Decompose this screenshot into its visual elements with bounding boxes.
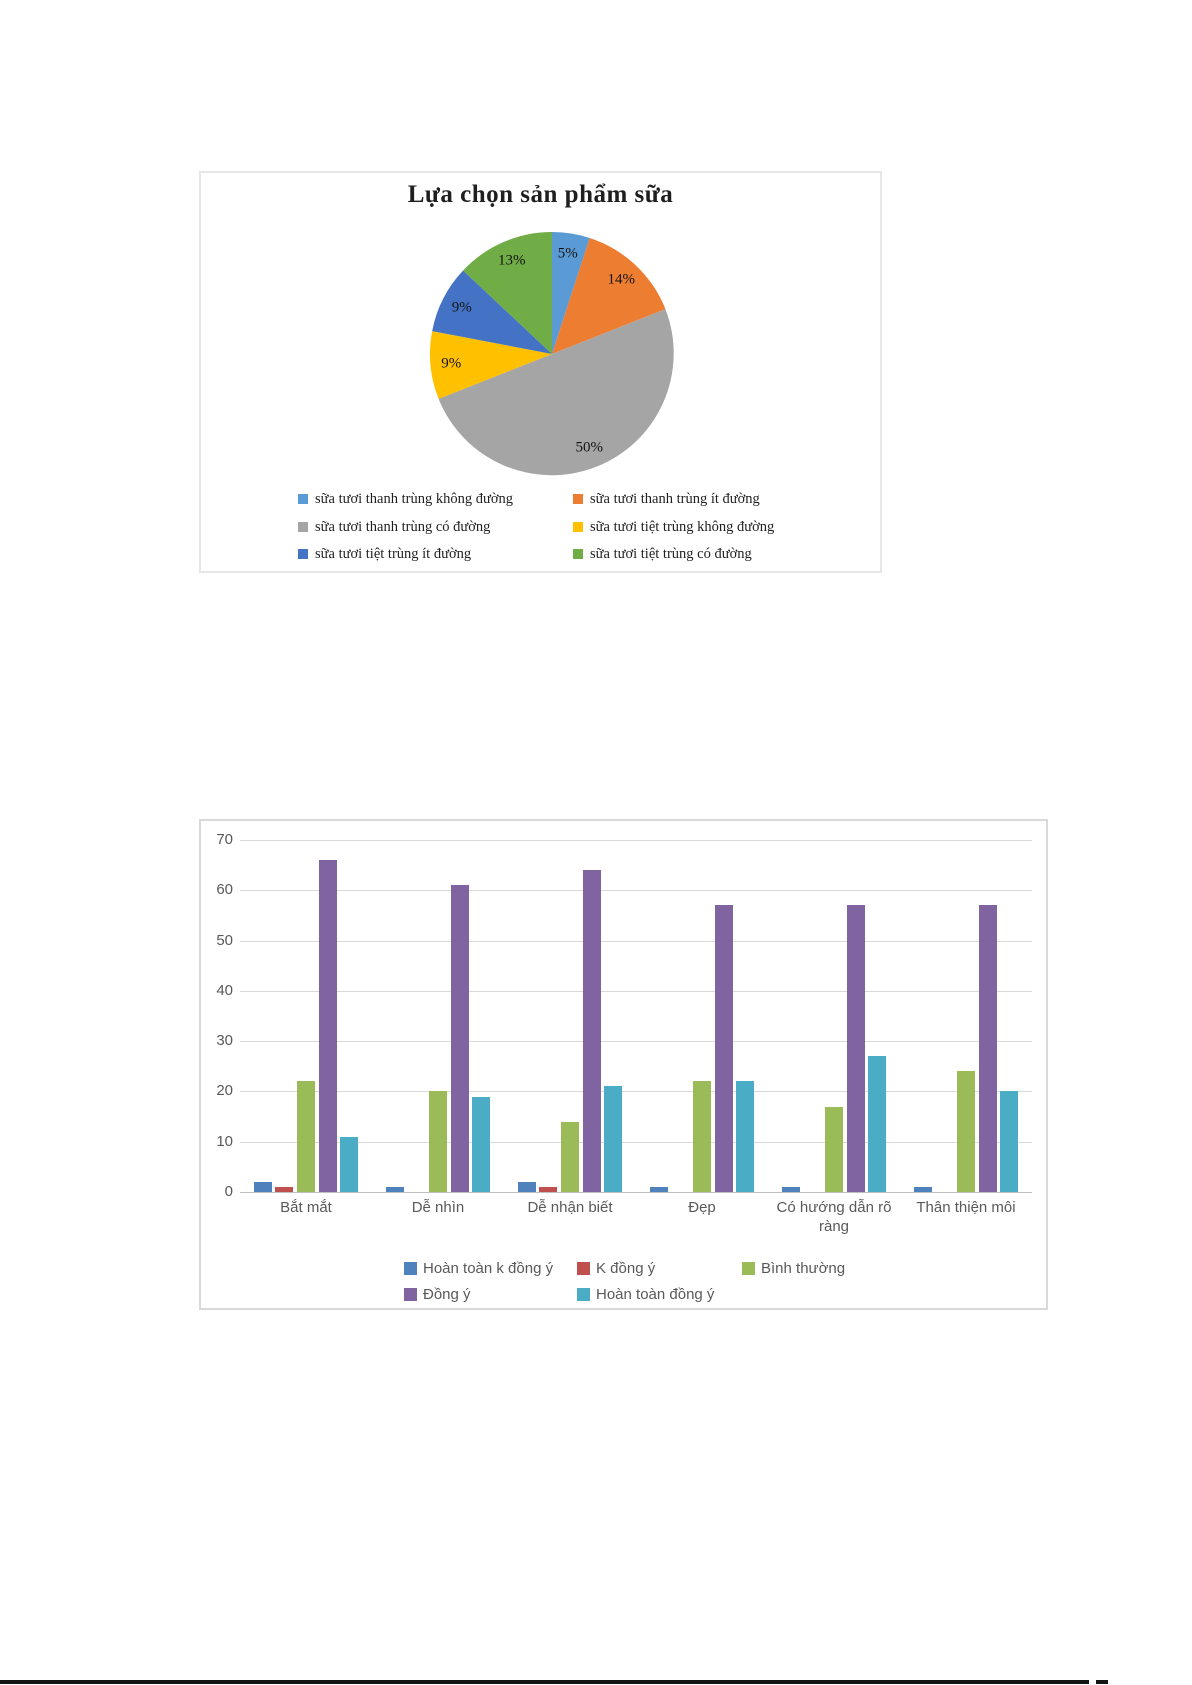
bar bbox=[604, 1086, 622, 1192]
pie-slice-label: 13% bbox=[498, 252, 526, 269]
bar bbox=[693, 1081, 711, 1192]
bar bbox=[451, 885, 469, 1192]
legend-swatch bbox=[577, 1288, 590, 1301]
pie-legend-item bbox=[573, 491, 760, 507]
x-axis-tick-label: Dễ nhìn bbox=[411, 1199, 465, 1216]
bar bbox=[868, 1056, 886, 1192]
y-axis-tick-label: 50 bbox=[216, 931, 233, 949]
pie-legend-item bbox=[573, 519, 774, 535]
bar bbox=[782, 1187, 800, 1192]
bar-legend-item bbox=[404, 1260, 553, 1276]
legend-label: sữa tươi tiệt trùng ít đường bbox=[315, 545, 472, 562]
pie-slice-label: 5% bbox=[557, 245, 578, 262]
legend-label: sữa tươi thanh trùng không đường bbox=[315, 490, 513, 507]
legend-label: sữa tươi thanh trùng có đường bbox=[315, 518, 491, 535]
x-axis-tick-label: Dễ nhận biết bbox=[527, 1199, 613, 1216]
gridline bbox=[240, 941, 1032, 942]
bar bbox=[957, 1071, 975, 1192]
pie-legend-item bbox=[298, 491, 513, 507]
y-axis-tick-label: 0 bbox=[224, 1183, 233, 1200]
bar bbox=[518, 1182, 536, 1192]
bar bbox=[736, 1081, 754, 1192]
bar-legend-item bbox=[577, 1286, 714, 1302]
y-axis-tick-label: 70 bbox=[216, 831, 233, 848]
legend-label: sữa tươi tiệt trùng có đường bbox=[590, 545, 752, 562]
legend-label: K đồng ý bbox=[596, 1259, 656, 1277]
legend-label: sữa tươi tiệt trùng không đường bbox=[590, 518, 775, 535]
legend-swatch bbox=[573, 494, 583, 504]
bar-chart-figure bbox=[199, 819, 1048, 1310]
x-axis-tick-label: Đẹp bbox=[688, 1199, 716, 1216]
bar-legend-item bbox=[577, 1260, 655, 1276]
bar bbox=[979, 905, 997, 1192]
legend-swatch bbox=[742, 1262, 755, 1275]
bar bbox=[1000, 1091, 1018, 1192]
bar bbox=[429, 1091, 447, 1192]
bar bbox=[715, 905, 733, 1192]
legend-swatch bbox=[404, 1262, 417, 1275]
bar-legend-item bbox=[404, 1286, 471, 1302]
gridline bbox=[240, 1091, 1032, 1092]
gridline bbox=[240, 840, 1032, 841]
bar bbox=[583, 870, 601, 1192]
bar bbox=[914, 1187, 932, 1192]
bar bbox=[340, 1137, 358, 1192]
x-axis-tick-label: Có hướng dẫn rõ ràng bbox=[776, 1199, 892, 1235]
legend-swatch bbox=[573, 549, 583, 559]
legend-swatch bbox=[298, 549, 308, 559]
y-axis-tick-label: 40 bbox=[216, 981, 233, 999]
pie-chart-title: Lựa chọn sản phẩm sữa bbox=[407, 181, 674, 208]
pie-graphic bbox=[427, 229, 677, 479]
gridline bbox=[240, 1142, 1032, 1143]
bar bbox=[319, 860, 337, 1192]
window-bottom-edge-tick bbox=[1096, 1680, 1108, 1684]
bar bbox=[561, 1122, 579, 1192]
y-axis-tick-label: 60 bbox=[216, 881, 233, 899]
bar-legend-item bbox=[742, 1260, 845, 1276]
pie-legend-item bbox=[573, 546, 752, 562]
x-axis-line bbox=[240, 1192, 1032, 1193]
y-axis-tick-label: 30 bbox=[216, 1032, 233, 1050]
pie-legend-item bbox=[298, 546, 471, 562]
legend-swatch bbox=[298, 494, 308, 504]
legend-swatch bbox=[573, 522, 583, 532]
gridline bbox=[240, 890, 1032, 891]
legend-swatch bbox=[404, 1288, 417, 1301]
bar bbox=[386, 1187, 404, 1192]
pie-canvas bbox=[427, 229, 677, 479]
legend-label: Bình thường bbox=[761, 1259, 846, 1277]
bar bbox=[847, 905, 865, 1192]
window-bottom-edge bbox=[0, 1680, 1089, 1684]
legend-swatch bbox=[577, 1262, 590, 1275]
legend-label: sữa tươi thanh trùng ít đường bbox=[590, 490, 760, 507]
pie-chart-figure bbox=[199, 171, 882, 573]
bar bbox=[254, 1182, 272, 1192]
bar bbox=[472, 1097, 490, 1193]
y-axis-tick-label: 10 bbox=[216, 1132, 233, 1150]
legend-swatch bbox=[298, 522, 308, 532]
pie-slice-label: 50% bbox=[575, 439, 604, 456]
pie-slice-label: 14% bbox=[607, 271, 636, 288]
x-axis-tick-label: Thân thiện môi bbox=[916, 1199, 1016, 1216]
bar bbox=[275, 1187, 293, 1192]
y-axis-tick-label: 20 bbox=[216, 1082, 233, 1100]
legend-label: Hoàn toàn đồng ý bbox=[596, 1285, 715, 1303]
x-axis-tick-label: Bắt mắt bbox=[280, 1199, 332, 1216]
gridline bbox=[240, 1041, 1032, 1042]
gridline bbox=[240, 991, 1032, 992]
pie-legend-item bbox=[298, 519, 490, 535]
bar bbox=[539, 1187, 557, 1192]
bar bbox=[297, 1081, 315, 1192]
pie-slice-label: 9% bbox=[451, 299, 472, 316]
legend-label: Đồng ý bbox=[423, 1285, 471, 1303]
bar bbox=[650, 1187, 668, 1192]
bar bbox=[825, 1107, 843, 1193]
pie-slice-label: 9% bbox=[441, 355, 462, 371]
legend-label: Hoàn toàn k đồng ý bbox=[423, 1259, 554, 1277]
